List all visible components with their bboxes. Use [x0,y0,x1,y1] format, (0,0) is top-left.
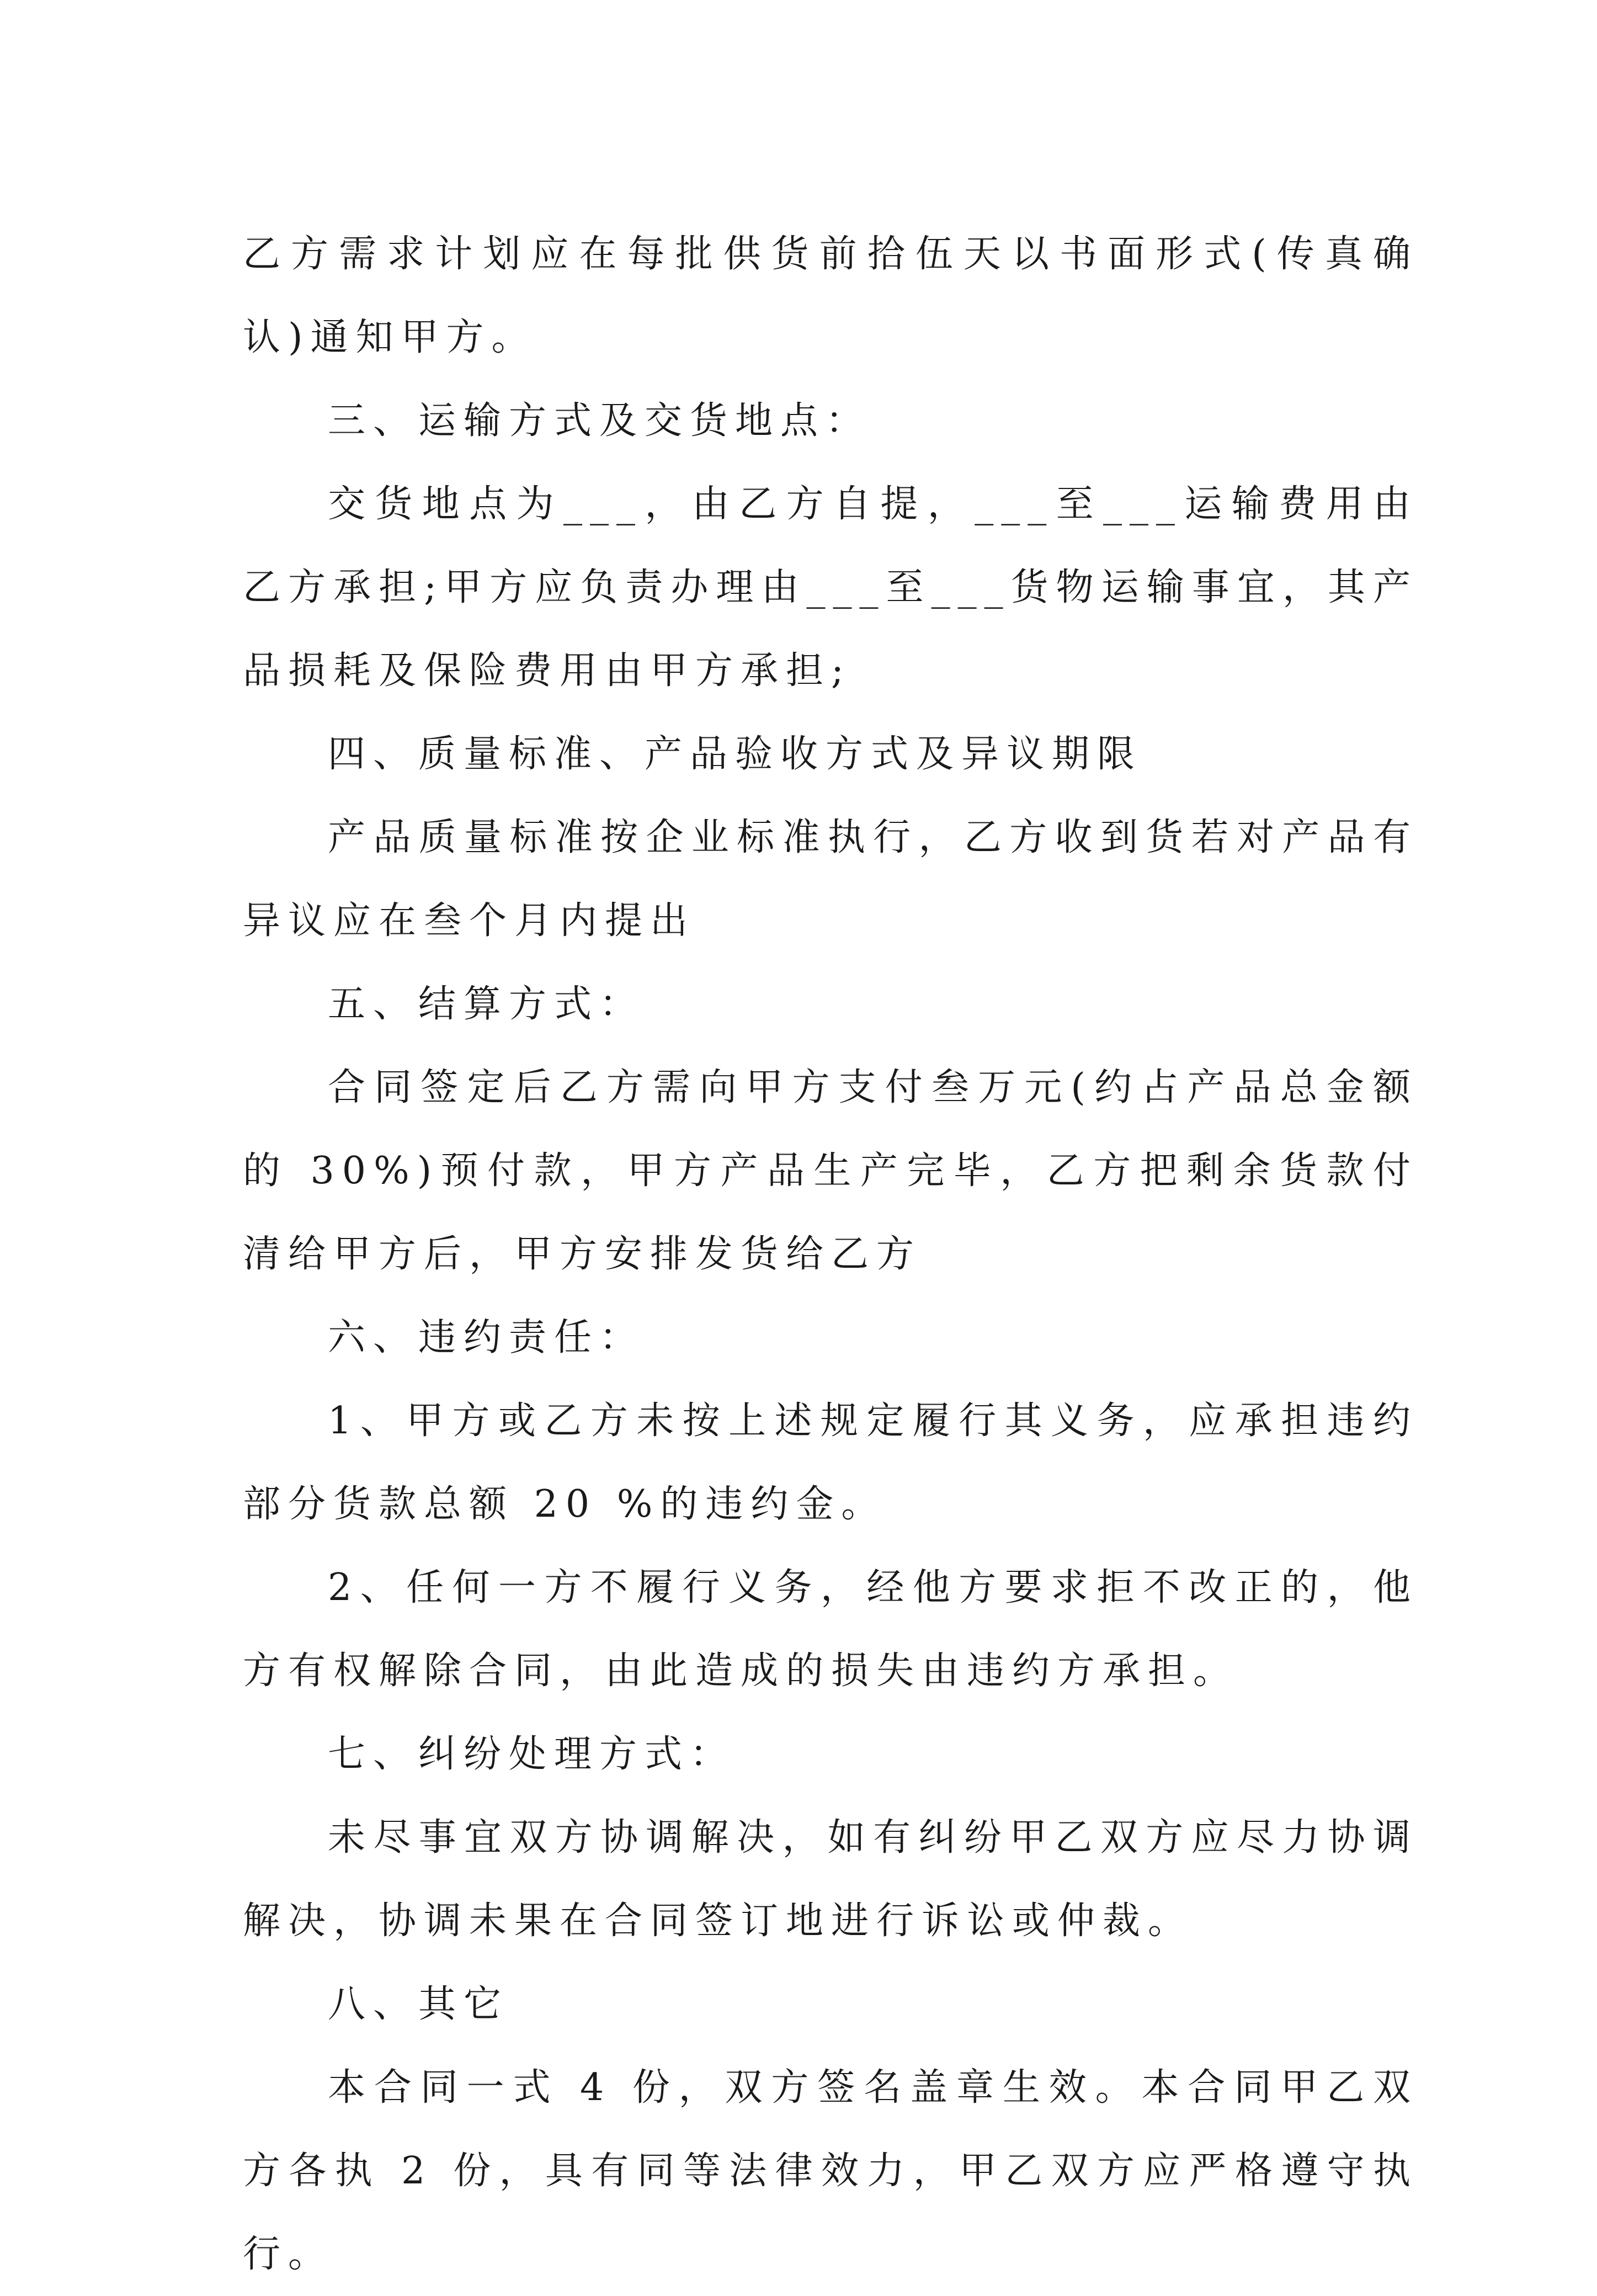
paragraph-quality-standard: 产品质量标准按企业标准执行，乙方收到货若对产品有异议应在叁个月内提出 [243,816,1418,943]
section-heading-other: 八、其它 [328,1983,509,2026]
section-heading-disputes: 七、纠纷处理方式： [328,1732,736,1776]
section-heading-settlement: 五、结算方式： [328,982,645,1026]
section-heading-quality: 四、质量标准、产品验收方式及异议期限 [328,732,1143,776]
paragraph-liability-clause-1: 1、甲方或乙方未按上述规定履行其义务，应承担违约部分货款总额 20 %的违约金。 [243,1399,1418,1526]
section-heading-liability: 六、违约责任： [328,1316,645,1359]
section-heading-transport: 三、运输方式及交货地点： [328,399,871,443]
paragraph-other-terms: 本合同一式 4 份，双方签名盖章生效。本合同甲乙双方各执 2 份，具有同等法律效力，甲乙双方应严格遵守执行。 [243,2066,1418,2276]
contract-body [243,212,1418,2296]
paragraph-delivery-location: 交货地点为___，由乙方自提，___至___运输费用由乙方承担;甲方应负责办理由___至___货物运输事宜，其产品损耗及保险费用由甲方承担; [243,482,1418,693]
paragraph-payment-terms: 合同签定后乙方需向甲方支付叁万元(约占产品总金额的 30%)预付款，甲方产品生产完毕，乙方把剩余货款付清给甲方后，甲方安排发货给乙方 [243,1066,1418,1276]
paragraph-notice-requirement: 乙方需求计划应在每批供货前拾伍天以书面形式(传真确认)通知甲方。 [243,232,1418,359]
paragraph-dispute-resolution: 未尽事宜双方协调解决，如有纠纷甲乙双方应尽力协调解决，协调未果在合同签订地进行诉讼或仲裁。 [243,1816,1418,1943]
paragraph-liability-clause-2: 2、任何一方不履行义务，经他方要求拒不改正的，他方有权解除合同，由此造成的损失由违约方承担。 [243,1566,1418,1693]
